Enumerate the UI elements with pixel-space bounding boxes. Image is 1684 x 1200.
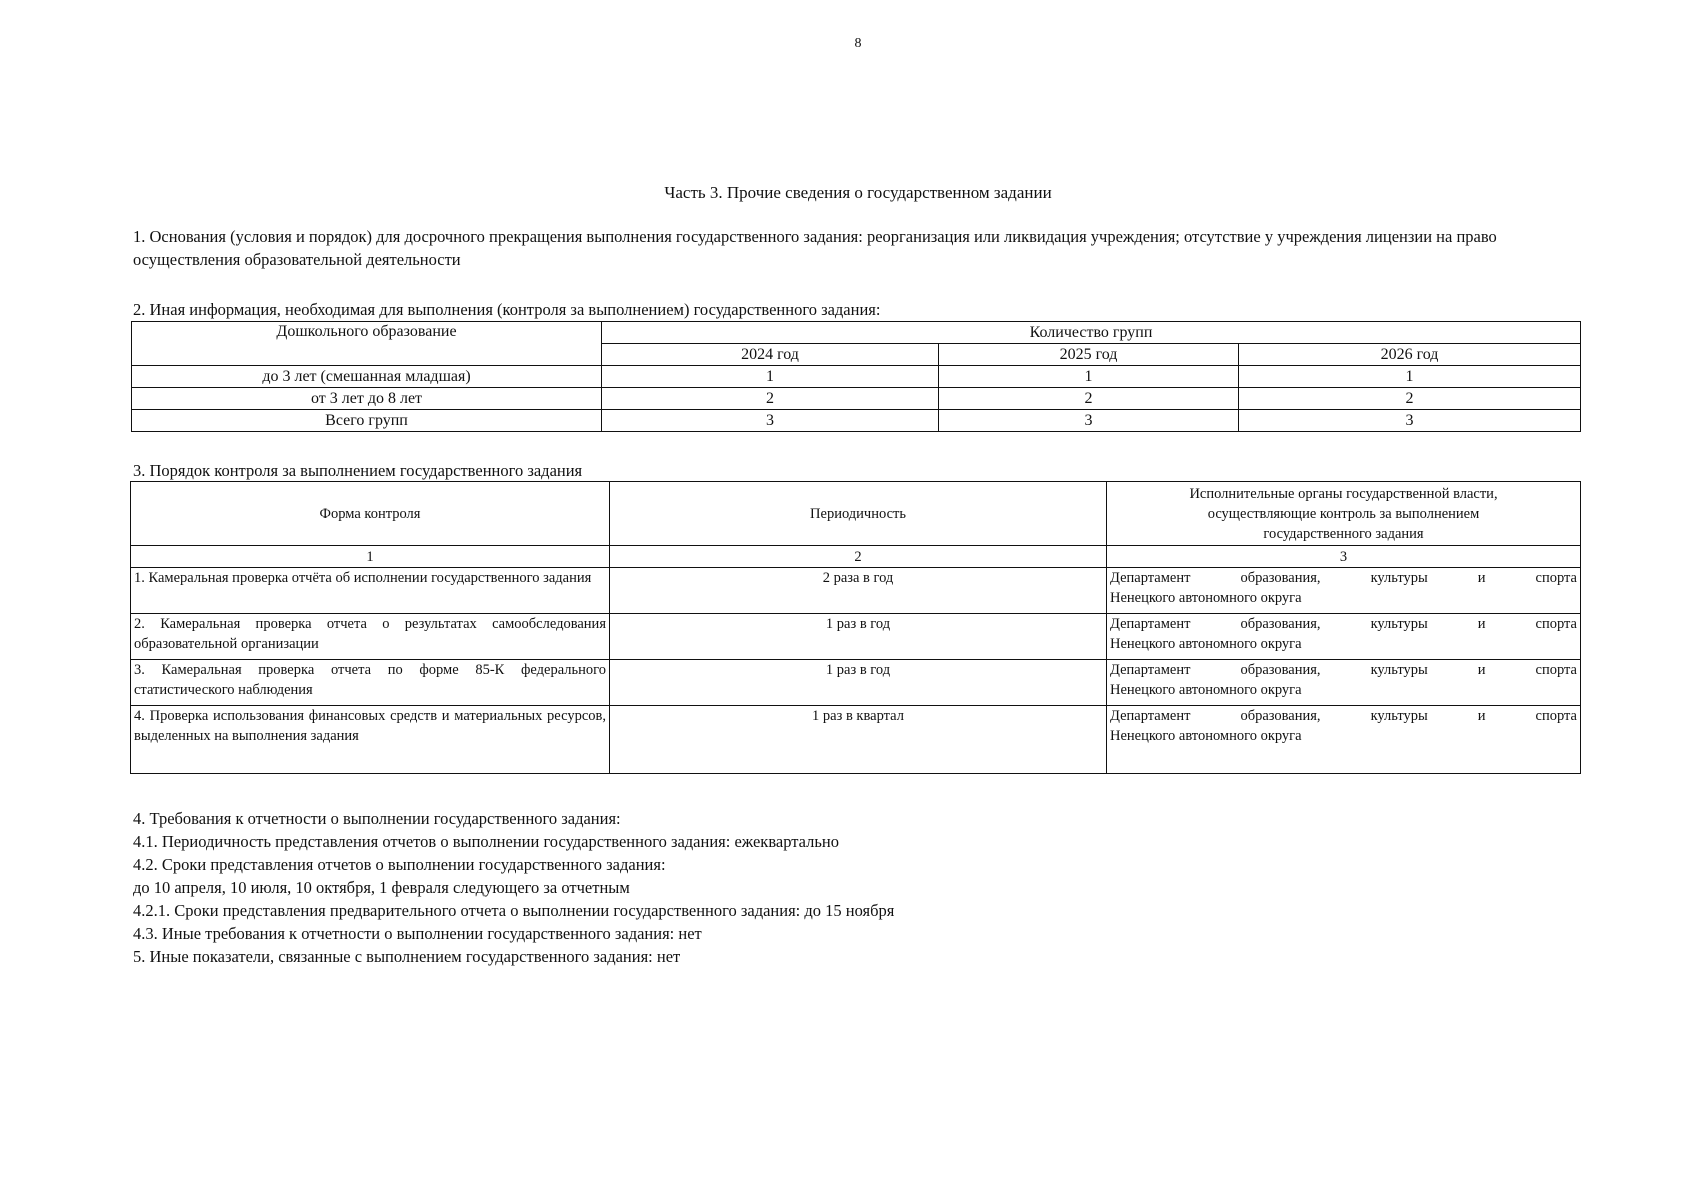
control-table <box>130 481 1581 774</box>
group-label: от 3 лет до 8 лет <box>132 388 602 410</box>
authority-word: спорта <box>1535 616 1577 632</box>
group-count: 3 <box>1239 410 1581 432</box>
authority-line-2: Ненецкого автономного округа <box>1110 636 1302 652</box>
paragraph-1-termination-grounds: 1. Основания (условия и порядок) для досрочного прекращения выполнения государственного задания: реорганизация или ликвидация учреждения; отсутствие у учреждения лицензии на право осуществления образовательной деятельности <box>133 227 1497 269</box>
year-header: 2026 год <box>1239 344 1581 366</box>
authority-word: образования, <box>1240 570 1321 586</box>
groups-table <box>131 321 1581 432</box>
groups-count-header: Количество групп <box>602 322 1581 344</box>
paragraph-3-control-order: 3. Порядок контроля за выполнением государственного задания <box>133 461 583 480</box>
paragraph-2-other-info: 2. Иная информация, необходимая для выполнения (контроля за выполнением) государственного задания: <box>133 300 881 319</box>
control-authority-header: Исполнительные органы государственной власти, осуществляющие контроль за выполнением государственного задания <box>1107 482 1581 546</box>
requirement-line: 4.1. Периодичность представления отчетов о выполнении государственного задания: ежеквартально <box>133 832 839 851</box>
authority-word: и <box>1477 662 1486 678</box>
control-period: 2 раза в год <box>610 568 1107 614</box>
year-header: 2024 год <box>602 344 939 366</box>
authority-line-2: Ненецкого автономного округа <box>1110 728 1302 744</box>
requirement-line: 4.2.1. Сроки представления предварительного отчета о выполнении государственного задания: до 15 ноября <box>133 901 895 920</box>
groups-col1-header: Дошкольного образование <box>132 322 602 366</box>
authority-word: Департамент <box>1110 708 1191 724</box>
table-row <box>131 614 1581 660</box>
authority-line-1 <box>1110 660 1577 680</box>
group-count: 2 <box>939 388 1239 410</box>
authority-line-1 <box>1110 614 1577 634</box>
group-count: 3 <box>939 410 1239 432</box>
table-row <box>132 388 1581 410</box>
requirement-line: до 10 апреля, 10 июля, 10 октября, 1 февраля следующего за отчетным <box>133 878 630 897</box>
control-period: 1 раз в год <box>610 660 1107 706</box>
authority-word: Департамент <box>1110 616 1191 632</box>
control-table-header-row <box>131 482 1581 546</box>
group-count: 1 <box>939 366 1239 388</box>
requirement-line: 4.3. Иные требования к отчетности о выполнении государственного задания: нет <box>133 924 702 943</box>
table-row <box>131 660 1581 706</box>
column-number: 2 <box>610 546 1107 568</box>
authority-word: Департамент <box>1110 662 1191 678</box>
page-number: 8 <box>854 36 862 51</box>
column-number: 3 <box>1107 546 1581 568</box>
group-count: 2 <box>1239 388 1581 410</box>
control-period: 1 раз в квартал <box>610 706 1107 774</box>
control-form: 3. Камеральная проверка отчета по форме 85-К федерального статистического наблюдения <box>131 660 610 706</box>
column-number: 1 <box>131 546 610 568</box>
authority-word: и <box>1477 708 1486 724</box>
section-title: Часть 3. Прочие сведения о государственном задании <box>664 183 1052 202</box>
control-form: 1. Камеральная проверка отчёта об исполнении государственного задания <box>131 568 610 614</box>
control-form-header: Форма контроля <box>131 482 610 546</box>
requirement-line: 5. Иные показатели, связанные с выполнением государственного задания: нет <box>133 947 681 966</box>
authority-word: культуры <box>1370 708 1428 724</box>
authority-line-1 <box>1110 706 1577 726</box>
group-count: 2 <box>602 388 939 410</box>
authority-word: и <box>1477 570 1486 586</box>
authority-word: культуры <box>1370 570 1428 586</box>
requirement-line: 4.2. Сроки представления отчетов о выполнении государственного задания: <box>133 855 666 874</box>
group-count: 3 <box>602 410 939 432</box>
control-form: 2. Камеральная проверка отчета о результатах самообследования образовательной организации <box>131 614 610 660</box>
group-label: Всего групп <box>132 410 602 432</box>
control-authority <box>1107 660 1581 706</box>
table-row <box>131 568 1581 614</box>
control-table-number-row <box>131 546 1581 568</box>
authority-line-2: Ненецкого автономного округа <box>1110 682 1302 698</box>
authority-word: спорта <box>1535 570 1577 586</box>
requirement-line: 4. Требования к отчетности о выполнении государственного задания: <box>133 809 621 828</box>
authority-word: образования, <box>1240 616 1321 632</box>
authority-line-1 <box>1110 568 1577 588</box>
table-row <box>132 410 1581 432</box>
groups-table-header-row <box>132 322 1581 344</box>
authority-word: спорта <box>1535 662 1577 678</box>
authority-word: и <box>1477 616 1486 632</box>
control-period: 1 раз в год <box>610 614 1107 660</box>
authority-word: спорта <box>1535 708 1577 724</box>
authority-word: культуры <box>1370 616 1428 632</box>
year-header: 2025 год <box>939 344 1239 366</box>
control-period-header: Периодичность <box>610 482 1107 546</box>
control-authority <box>1107 568 1581 614</box>
authority-word: образования, <box>1240 662 1321 678</box>
authority-word: образования, <box>1240 708 1321 724</box>
group-label: до 3 лет (смешанная младшая) <box>132 366 602 388</box>
authority-word: культуры <box>1370 662 1428 678</box>
group-count: 1 <box>1239 366 1581 388</box>
group-count: 1 <box>602 366 939 388</box>
authority-line-2: Ненецкого автономного округа <box>1110 590 1302 606</box>
control-form: 4. Проверка использования финансовых средств и материальных ресурсов, выделенных на выполнения задания <box>131 706 610 774</box>
table-row <box>132 366 1581 388</box>
table-row <box>131 706 1581 774</box>
control-authority <box>1107 614 1581 660</box>
control-authority <box>1107 706 1581 774</box>
authority-word: Департамент <box>1110 570 1191 586</box>
